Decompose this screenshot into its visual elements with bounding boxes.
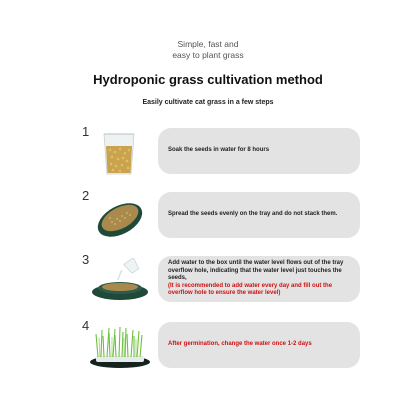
step-3 xyxy=(78,252,360,302)
step-4-number: 4 xyxy=(82,318,90,333)
page-subtitle: Easily cultivate cat grass in a few steps xyxy=(142,99,274,106)
step-3-number: 3 xyxy=(82,252,90,267)
step-3-text-block xyxy=(168,256,354,302)
step-1-text-block xyxy=(168,128,354,174)
page-title: Hydroponic grass cultivation method xyxy=(93,72,323,87)
step-4-text-block xyxy=(168,322,354,368)
step-1-text: Soak the seeds in water for 8 hours xyxy=(168,147,270,154)
grown-grass-tray-icon xyxy=(82,324,158,370)
tagline-line-2: easy to plant grass xyxy=(172,50,244,60)
soaking-seeds-cup-icon xyxy=(82,130,158,176)
step-2-number: 2 xyxy=(82,188,90,203)
watering-tray-icon xyxy=(82,258,158,304)
step-2 xyxy=(78,188,360,238)
step-3-text: Add water to the box until the water level flows out of the tray overflow hole, indicating that the water level just touches the seeds, xyxy=(168,260,344,282)
step-2-text: Spread the seeds evenly on the tray and do not stack them. xyxy=(168,211,338,218)
seed-tray-icon xyxy=(82,194,158,240)
step-3-note: (It is recommended to add water every day and fill out the overflow hole to ensure the water level) xyxy=(168,282,333,297)
step-4 xyxy=(78,318,360,368)
step-4-text: After germination, change the water once 1-2 days xyxy=(168,341,312,348)
tagline xyxy=(0,39,416,61)
tagline-line-1: Simple, fast and xyxy=(177,39,239,49)
step-1-number: 1 xyxy=(82,124,90,139)
step-2-text-block xyxy=(168,192,354,238)
step-1 xyxy=(78,124,360,174)
